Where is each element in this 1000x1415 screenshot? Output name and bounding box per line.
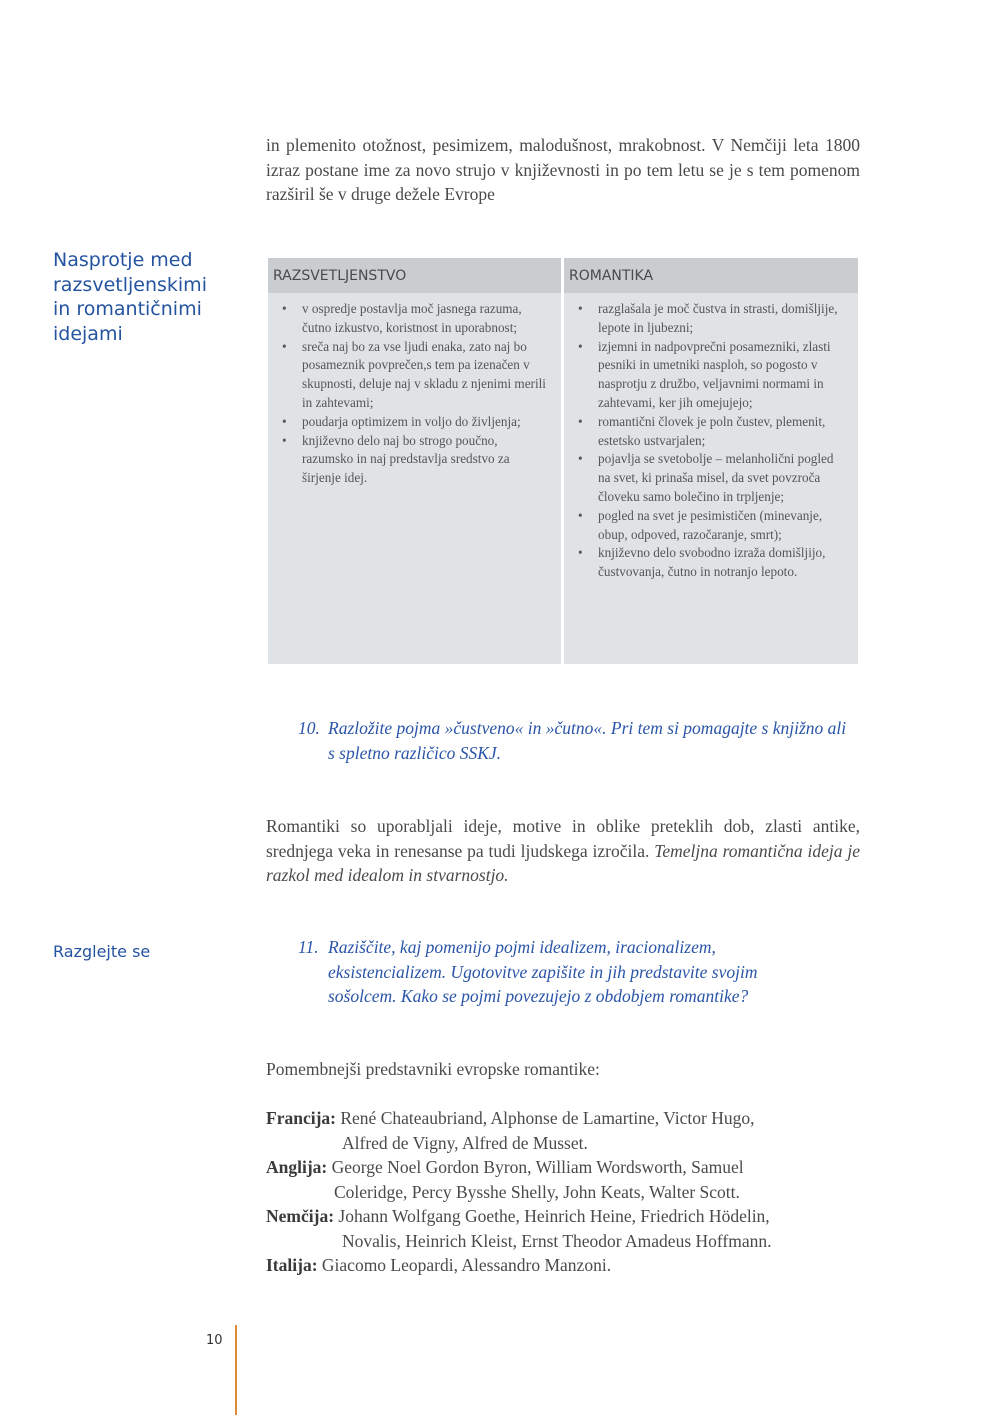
paragraph-italic-text: Temeljna romantična ideja je razkol med idealom in stvarnostjo. — [266, 840, 860, 885]
authors-line: Johann Wolfgang Goethe, Heinrich Heine, Friedrich Hödelin, — [334, 1206, 770, 1226]
enlightenment-item: • književno delo naj bo strogo poučno, razumsko in naj predstavlja sredstvo za širjenje idej. — [302, 432, 551, 488]
comparison-table — [268, 258, 858, 664]
question-11 — [298, 935, 828, 1009]
country-label: Italija: — [266, 1255, 318, 1275]
romanticism-item: • razglašala je moč čustva in strasti, domišljije, lepote in ljubezni; — [598, 300, 842, 338]
romanticism-item: • izjemni in nadpovprečni posamezniki, zlasti pesniki in umetniki nasploh, so pogosto v nasprotju z družbo, veljavnimi normami in zahtevami, ker jih omejujejo; — [598, 338, 842, 413]
authors-line-continued: Coleridge, Percy Bysshe Shelly, John Keats, Walter Scott. — [334, 1181, 740, 1202]
representative-row — [266, 1155, 866, 1180]
sidebar-heading: Nasprotje med razsvetljenskimi in romantičnimi idejami — [53, 249, 207, 345]
enlightenment-item: • sreča naj bo za vse ljudi enaka, zato naj bo posameznik povprečen,s tem pa izenačen v skupnosti, deluje naj v skladu z njenimi merili in zahtevami; — [302, 338, 551, 413]
representatives-intro: Pomembnejši predstavniki evropske romantike: — [266, 1059, 600, 1079]
sidebar-label-explore: Razglejte se — [53, 942, 151, 961]
column-header-enlightenment: RAZSVETLJENSTVO — [268, 258, 561, 293]
column-enlightenment — [268, 258, 561, 664]
question-11-text: Raziščite, kaj pomenijo pojmi idealizem, iracionalizem, eksistencializem. Ugotovitve zapišite in jih predstavite svojim sošolcem. Kako se pojmi povezujejo z obdobjem romantike? — [328, 937, 758, 1006]
question-10 — [298, 716, 848, 765]
romanticism-item: • pogled na svet je pesimističen (minevanje, obup, odpoved, razočaranje, smrt); — [598, 507, 842, 545]
column-header-romanticism: ROMANTIKA — [564, 258, 858, 293]
romanticism-item: • književno delo svobodno izraža domišljijo, čustvovanja, čutno in notranjo lepoto. — [598, 544, 842, 582]
page-rule — [235, 1325, 237, 1415]
column-romanticism — [564, 258, 858, 664]
authors-line: René Chateaubriand, Alphonse de Lamartine, Victor Hugo, — [335, 1108, 755, 1128]
question-10-text: Razložite pojma »čustveno« in »čutno«. Pri tem si pomagajte s knjižno ali s spletno različico SSKJ. — [328, 718, 847, 763]
question-10-number: 10. — [298, 718, 320, 738]
page-number: 10 — [206, 1333, 223, 1348]
romanticism-item: • pojavlja se svetobolje – melanholični pogled na svet, ki prinaša misel, da svet povzroča človeku samo bolečino in trpljenje; — [598, 450, 842, 506]
enlightenment-item: • v ospredje postavlja moč jasnega razuma, čutno izkustvo, koristnost in uporabnost; — [302, 300, 551, 338]
country-label: Anglija: — [266, 1157, 328, 1177]
authors-line: George Noel Gordon Byron, William Wordsworth, Samuel — [327, 1157, 744, 1177]
representative-row — [266, 1106, 866, 1131]
authors-line-continued: Alfred de Vigny, Alfred de Musset. — [342, 1132, 588, 1153]
question-11-number: 11. — [298, 937, 319, 957]
representative-row — [266, 1204, 866, 1229]
romanticism-item: • romantični človek je poln čustev, plemenit, estetsko ustvarjalen; — [598, 413, 842, 451]
paragraph-plain-text: Romantiki so uporabljali ideje, motive in oblike preteklih dob, zlasti antike, srednjega veka in renesanse pa tudi ljudskega izročila. — [266, 816, 860, 861]
authors-line-continued: Novalis, Heinrich Kleist, Ernst Theodor Amadeus Hoffmann. — [342, 1230, 772, 1251]
representatives-list — [266, 1106, 866, 1278]
enlightenment-item: • poudarja optimizem in voljo do življenja; — [302, 413, 551, 432]
romanticism-list — [564, 300, 858, 582]
authors-line: Giacomo Leopardi, Alessandro Manzoni. — [317, 1255, 612, 1275]
romanticism-paragraph — [266, 814, 860, 888]
intro-paragraph: in plemenito otožnost, pesimizem, malodušnost, mrakobnost. V Nemčiji leta 1800 izraz postane ime za novo strujo v književnosti in po tem letu se je s tem pomenom razširil še v druge dežele Evrope — [266, 135, 860, 204]
enlightenment-list — [268, 300, 561, 488]
country-label: Francija: — [266, 1108, 336, 1128]
country-label: Nemčija: — [266, 1206, 335, 1226]
representative-row — [266, 1253, 866, 1278]
